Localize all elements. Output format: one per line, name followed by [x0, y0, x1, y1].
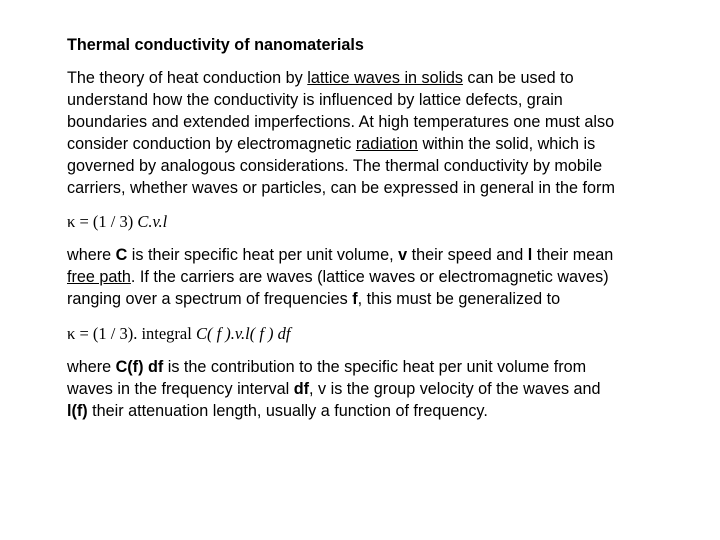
symbol-f: f — [352, 290, 358, 308]
symbol-df: df — [293, 380, 310, 398]
paragraph-generalized — [67, 356, 697, 422]
text-line — [67, 244, 697, 266]
text-span: , this must be generalized to — [357, 290, 561, 308]
text-span: can be used to — [462, 69, 574, 87]
text-span: The theory of heat conduction by — [67, 69, 308, 87]
document-body — [67, 34, 697, 422]
symbol-c: C — [115, 246, 128, 264]
text-span: their speed and — [407, 246, 528, 264]
paragraph-intro — [67, 67, 697, 199]
text-span: , v is the group velocity of the waves and — [309, 380, 601, 398]
text-line: carriers, whether waves or particles, can be expressed in general in the form — [67, 179, 615, 197]
link-lattice-waves[interactable]: lattice waves in solids — [307, 69, 463, 87]
formula-integral — [67, 323, 697, 345]
link-free-path[interactable]: free path — [67, 268, 131, 286]
text-line — [67, 356, 697, 378]
formula-lhs: κ = (1 / 3). integral — [67, 324, 196, 343]
text-span: . If the carriers are waves (lattice waves or electromagnetic waves) — [130, 268, 609, 286]
text-line — [67, 378, 697, 400]
text-line — [67, 288, 697, 310]
text-span: within the solid, which is — [417, 135, 596, 153]
text-span: their attenuation length, usually a function of frequency. — [87, 402, 488, 420]
text-line — [67, 266, 697, 288]
text-span: their mean — [532, 246, 614, 264]
text-span: ranging over a spectrum of frequencies — [67, 290, 353, 308]
formula-rhs: C.v.l — [137, 212, 168, 231]
text-span: is the contribution to the specific heat per unit volume from — [163, 358, 587, 376]
formula-lhs: κ = (1 / 3) — [67, 212, 138, 231]
text-line: governed by analogous considerations. The thermal conductivity by mobile — [67, 157, 603, 175]
symbol-l: l — [527, 246, 533, 264]
paragraph-definitions — [67, 244, 697, 310]
text-span: where — [67, 246, 116, 264]
text-span: is their specific heat per unit volume, — [127, 246, 399, 264]
text-line — [67, 400, 697, 422]
text-line — [67, 67, 697, 89]
page-title: Thermal conductivity of nanomaterials — [67, 36, 364, 54]
text-line: boundaries and extended imperfections. At high temperatures one must also — [67, 113, 615, 131]
text-span: waves in the frequency interval — [67, 380, 294, 398]
text-line: understand how the conductivity is influenced by lattice defects, grain — [67, 91, 563, 109]
text-span: where — [67, 358, 116, 376]
symbol-v: v — [398, 246, 408, 264]
symbol-lf: l(f) — [67, 402, 88, 420]
text-line — [67, 133, 697, 155]
symbol-cf-df: C(f) df — [115, 358, 164, 376]
formula-conductivity — [67, 211, 697, 233]
link-radiation[interactable]: radiation — [355, 135, 418, 153]
formula-rhs: C( f ).v.l( f ) df — [195, 324, 291, 343]
text-span: consider conduction by electromagnetic — [67, 135, 356, 153]
